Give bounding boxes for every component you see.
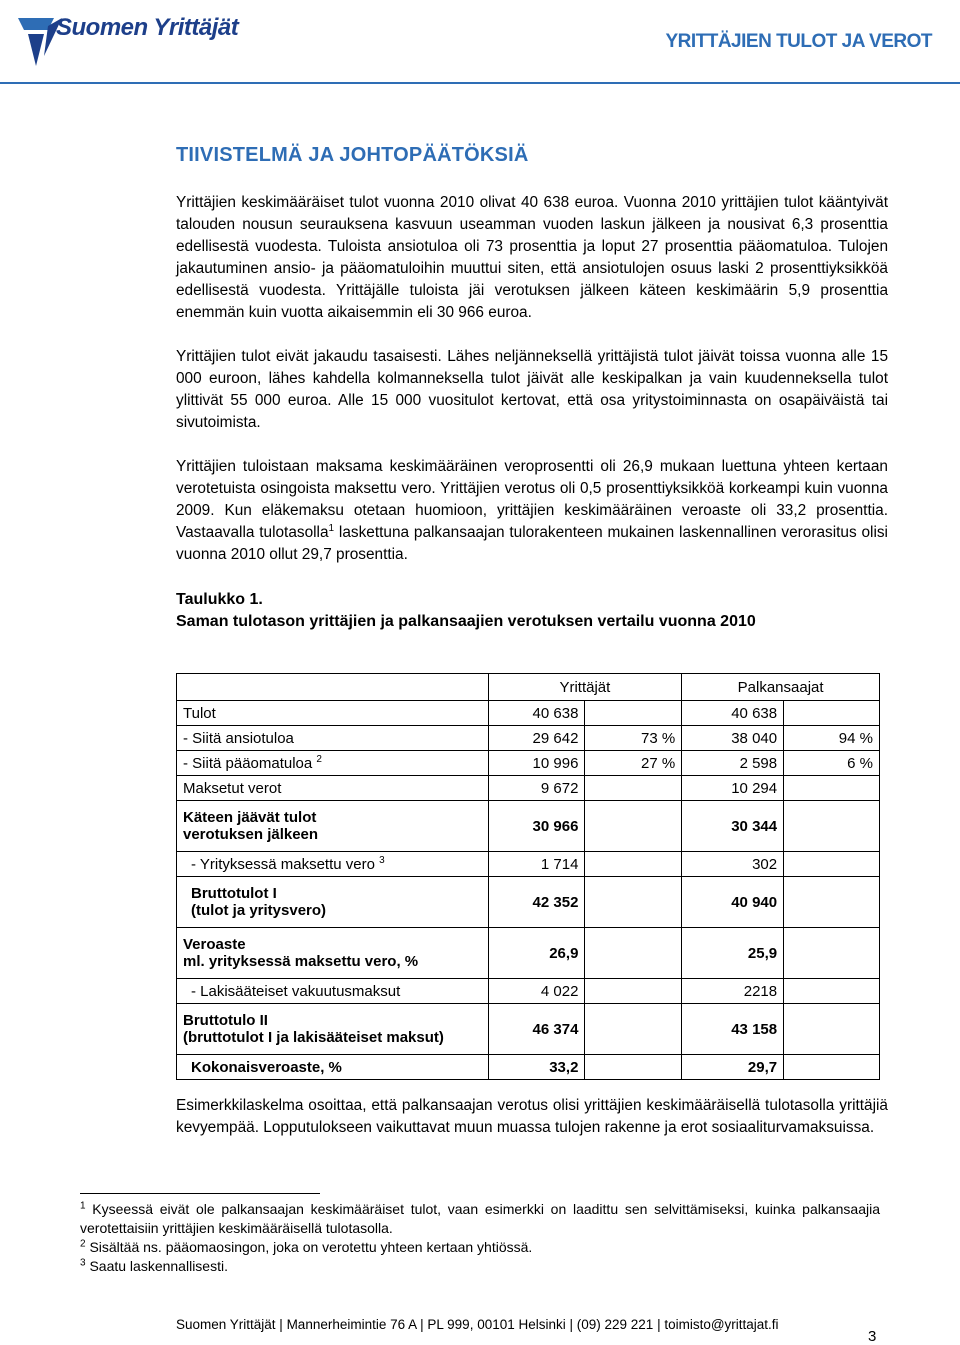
page-footer: Suomen Yrittäjät | Mannerheimintie 76 A | PL 999, 00101 Helsinki | (09) 229 221 | toimisto@yrittajat.fi — [176, 1317, 779, 1332]
table-row: Veroaste ml. yrityksessä maksettu vero, % 26,9 25,9 — [177, 928, 880, 979]
header-title: YRITTÄJIEN TULOT JA VEROT — [665, 31, 932, 52]
summary-paragraph-3: Yrittäjien tuloistaan maksama keskimääräinen veroprosentti oli 26,9 mukaan luettuna yhteen kertaan verotetuista osingoista maksettu vero. Yrittäjien verotus oli 0,5 prosenttiyksikköä korkeampi kuin vuonna 2009. Kun eläkemaksu otetaan huomioon, yrittäjien keskimääräinen veroaste oli 33,2 prosenttia. Vastaavalla tulotasolla$^1$ laskettuna palkansaajan tulorakenteen mukainen laskennallinen verorasitus olisi vuonna 2010 ollut 29,7 prosenttia. — [176, 458, 888, 563]
summary-section — [176, 140, 888, 633]
header-divider — [0, 82, 960, 84]
table-header-row — [177, 674, 880, 701]
col-header-palkansaajat: Palkansaajat — [682, 674, 880, 701]
conclusion-paragraph: Esimerkkilaskelma osoittaa, että palkansaajan verotus olisi yrittäjien keskimääräisellä tulotasolla yrittäjiä kevyempää. Lopputulokseen vaikuttavat muun muassa tulojen rakenne ja erot sosiaaliturvamaksuissa. — [176, 1097, 888, 1136]
table-row: Käteen jäävät tulot verotuksen jälkeen 30 966 30 344 — [177, 801, 880, 852]
table-row: - Siitä ansiotuloa 29 642 73 % 38 040 94 % — [177, 726, 880, 751]
table-label: Taulukko 1. — [176, 591, 263, 608]
footnote-1: $^1$ Kyseessä eivät ole palkansaajan keskimääräiset tulot, vaan esimerkki on laadittu sen selvittämiseksi, kuinka palkansaajia verotettaisiin yrittäjien keskimääräisellä tulotasolla. — [80, 1200, 880, 1236]
table-row: Maksetut verot 9 672 10 294 — [177, 776, 880, 801]
table-row: Bruttotulo II (bruttotulot I ja lakisääteiset maksut) 46 374 43 158 — [177, 1004, 880, 1055]
footnote-3: $^3$ Saatu laskennallisesti. — [80, 1257, 228, 1274]
page-number: 3 — [868, 1328, 877, 1345]
table-row: Tulot 40 638 40 638 — [177, 701, 880, 726]
page-header — [0, 0, 960, 86]
table-row: Kokonaisveroaste, % 33,2 29,7 — [177, 1055, 880, 1080]
comparison-table — [176, 673, 880, 1080]
table-row: - Siitä pääomatuloa $^2$ 10 996 27 % 2 598 6 % — [177, 751, 880, 776]
table-caption: Saman tulotason yrittäjien ja palkansaajien verotuksen vertailu vuonna 2010 — [176, 613, 756, 630]
summary-paragraph-1: Yrittäjien keskimääräiset tulot vuonna 2010 olivat 40 638 euroa. Vuonna 2010 yrittäjien tulot kääntyivät talouden nousun seurauksena kasvuun useamman vuoden laskun jälkeen ja nousivat 6,3 prosenttia edellisestä vuodesta. Tuloista ansiotuloa oli 73 prosenttia ja loput 27 prosenttia pääomatuloa. Tulojen jakautuminen ansio- ja pääomatuloihin muuttui siten, että ansiotulojen osuus laski 2 prosenttiyksikköä edellisestä vuodesta. Yrittäjälle tuloista jäi verotuksen jälkeen käteen keskimäärin 5,9 prosenttia enemmän kuin vuotta aikaisemmin eli 30 966 euroa. — [176, 194, 888, 321]
summary-paragraph-2: Yrittäjien tulot eivät jakaudu tasaisesti. Lähes neljänneksellä yrittäjistä tulot jäivät toissa vuonna alle 15 000 euroon, lähes kahdella kolmanneksella tulot jäivät alle keskipalkan ja vain kuudenneksella tulot ylittivät 55 000 euroa. Alle 15 000 vuositulot kertovat, että osa yritystoiminnasta on osapäiväistä tai sivutoimista. — [176, 348, 888, 431]
footnote-divider — [80, 1193, 320, 1194]
col-header-yrittajat: Yrittäjät — [488, 674, 682, 701]
section-heading: TIIVISTELMÄ JA JOHTOPÄÄTÖKSIÄ — [176, 144, 529, 166]
footnotes — [80, 1200, 880, 1276]
table-row: - Lakisääteiset vakuutusmaksut 4 022 2218 — [177, 979, 880, 1004]
logo-text: Suomen Yrittäjät — [56, 14, 239, 41]
table-row: Bruttotulot I (tulot ja yritysvero) 42 352 40 940 — [177, 877, 880, 928]
table-row: - Yrityksessä maksettu vero $^3$ 1 714 302 — [177, 852, 880, 877]
footnote-2: $^2$ Sisältää ns. pääomaosingon, joka on verotettu yhteen kertaan yhtiössä. — [80, 1238, 533, 1255]
